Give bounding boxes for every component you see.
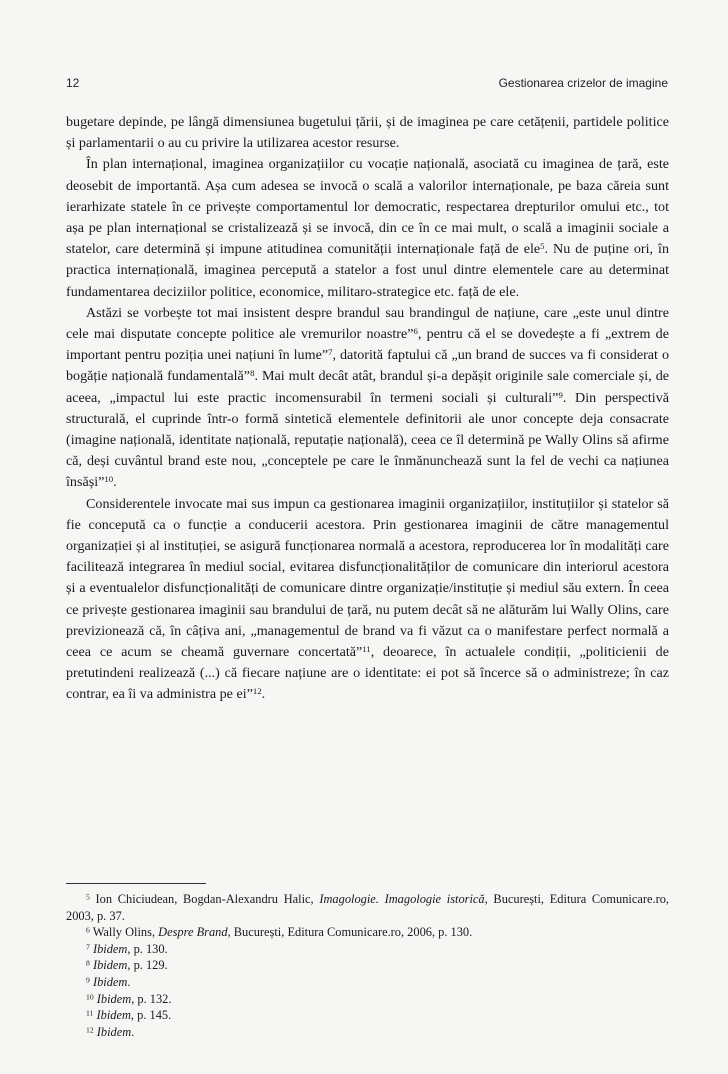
footnote-marker: 11 xyxy=(362,644,371,655)
text-run: , București, Editura Comunicare.ro, 2003, p. 37. xyxy=(66,892,669,923)
footnote xyxy=(66,1007,669,1024)
text-run: . xyxy=(113,474,117,491)
footnote-marker: 11 xyxy=(86,1008,94,1018)
footnote-marker: 10 xyxy=(104,474,114,485)
text-run: , p. 130. xyxy=(127,941,168,956)
italic-title: Ibidem xyxy=(96,1008,131,1023)
text-run: , pentru că el se dovedește a fi „extrem de important pentru poziția unei națiuni în lume” xyxy=(66,326,669,364)
text-run: , București, Editura Comunicare.ro, 2006, p. 130. xyxy=(227,925,473,940)
page-number: 12 xyxy=(66,76,80,90)
text-run: În plan internațional, imaginea organizațiilor cu vocație națională, asociată cu imaginea de țară, este deosebit de importantă. Așa cum adesea se invocă o scală a valorilor internaționale, pe baza căreia sunt ierarhizate statele în ce privește comportamentul lor democratic, respectarea drepturilor omului etc., tot așa pe plan internațional se cristalizează și se invocă, din ce în ce mai mult, o scală a imaginii sociale a statelor, care determină și impune atitudinea comunității internaționale față de ele xyxy=(66,156,669,258)
footnote xyxy=(66,941,669,958)
footnote-marker: 5 xyxy=(86,892,90,902)
body-text xyxy=(66,112,669,706)
text-run: Ion Chiciudean, Bogdan-Alexandru Halic, xyxy=(89,892,320,906)
running-header xyxy=(66,76,668,90)
running-title: Gestionarea crizelor de imagine xyxy=(498,76,668,90)
paragraph xyxy=(66,303,669,494)
footnotes xyxy=(66,891,669,1040)
footnote-marker: 9 xyxy=(86,975,90,985)
italic-title: Ibidem xyxy=(96,1024,132,1039)
text-run: Wally Olins, xyxy=(89,925,159,940)
footnote xyxy=(66,1024,669,1041)
footnote-marker: 7 xyxy=(86,942,90,952)
footnote xyxy=(66,974,669,991)
footnote xyxy=(66,891,669,924)
paragraph xyxy=(66,112,669,154)
text-run: , p. 132. xyxy=(131,991,172,1006)
italic-title: Imagologie. Imagologie istorică xyxy=(319,892,485,906)
footnote xyxy=(66,957,669,974)
text-run: bugetare depinde, pe lângă dimensiunea bugetului țării, și de imaginea pe care cetățenii, partidele politice și parlamentarii o au cu privire la utilizarea acestor resurse. xyxy=(66,114,669,152)
text-run: . xyxy=(127,974,131,989)
footnote-separator xyxy=(66,883,206,884)
italic-title: Ibidem xyxy=(96,991,132,1006)
text-run: , datorită faptului că „un brand de succes va fi considerat o bogăție națională fundamentală” xyxy=(66,347,670,385)
footnote-marker: 5 xyxy=(540,241,545,252)
text-run: . Nu de puține ori, în practica internațională, imaginea percepută a statelor a fost unul dintre elementele care au determinat fundamentarea deciziilor politice, economice, militaro-strategice etc. față de ele. xyxy=(66,241,669,300)
footnote-marker: 10 xyxy=(86,992,94,1002)
italic-title: Ibidem xyxy=(92,958,128,973)
italic-title: Despre Brand xyxy=(158,925,228,940)
footnote xyxy=(66,991,669,1008)
italic-title: Ibidem xyxy=(92,941,128,956)
italic-title: Ibidem xyxy=(92,974,128,989)
footnote-marker: 6 xyxy=(413,326,418,337)
text-run: . Din perspectivă structurală, el cuprinde într-o formă sintetică elementele definitorii ale unor concepte deja consacrate (imagine națională, identitate națională, reputație națională), ceea ce îl determină pe Wally Olins să afirme că, deși cuvântul brand este nou, „conceptele pe care le înmănunchează sunt la fel de vechi ca națiunea însăși” xyxy=(66,389,669,491)
paragraph xyxy=(66,154,669,302)
footnote-marker: 7 xyxy=(328,347,333,358)
text-run: Astăzi se vorbește tot mai insistent despre brandul sau brandingul de națiune, care „este unul dintre cele mai disputate concepte politice ale vremurilor noastre” xyxy=(66,304,669,343)
paragraph xyxy=(66,494,669,706)
footnote-marker: 8 xyxy=(250,368,255,379)
footnote-marker: 8 xyxy=(86,958,90,968)
footnote-marker: 6 xyxy=(86,925,90,935)
footnote-marker: 9 xyxy=(558,389,563,400)
footnote-marker: 12 xyxy=(86,1025,94,1035)
footnote-marker: 12 xyxy=(252,686,262,697)
text-run: , deoarece, în actualele condiții, „politicienii de pretutindeni realizează (...) că fiecare națiune are o identitate: ei pot să încerce să o administreze; în caz contrar, ea îi va administra pe ei” xyxy=(66,644,669,703)
text-run: , p. 145. xyxy=(130,1008,172,1023)
text-run: . Mai mult decât atât, brandul și-a depășit originile sale comerciale și, de aceea, „impactul lui este practic incomensurabil în termeni sociali și culturali” xyxy=(66,368,670,406)
text-run: , p. 129. xyxy=(127,958,168,973)
footnote xyxy=(66,924,669,941)
text-run: . xyxy=(261,686,266,703)
text-run: . xyxy=(131,1024,135,1039)
text-run: Considerentele invocate mai sus impun ca gestionarea imaginii organizațiilor, instituțiilor și statelor să fie concepută ca o funcție a conducerii acestora. Prin gestionarea imaginii de către managementul organizației și al instituției, se asigură funcționarea normală a acestora, reproducerea lor în modalități care facilitează integrarea în mediul social, evitarea disfuncționalităților de comunicare din interiorul acestora și a eventualelor disfuncționalități de comunicare dintre organizație/instituție și mediul său extern. În ceea ce privește gestionarea imaginii sau brandului de țară, nu putem decât să ne alăturăm lui Wally Olins, care previzionează că, în câțiva ani, „managementul de brand va fi văzut ca o manifestare perfect normală a ceea ce acum se cheamă guvernare concertată” xyxy=(66,495,669,661)
